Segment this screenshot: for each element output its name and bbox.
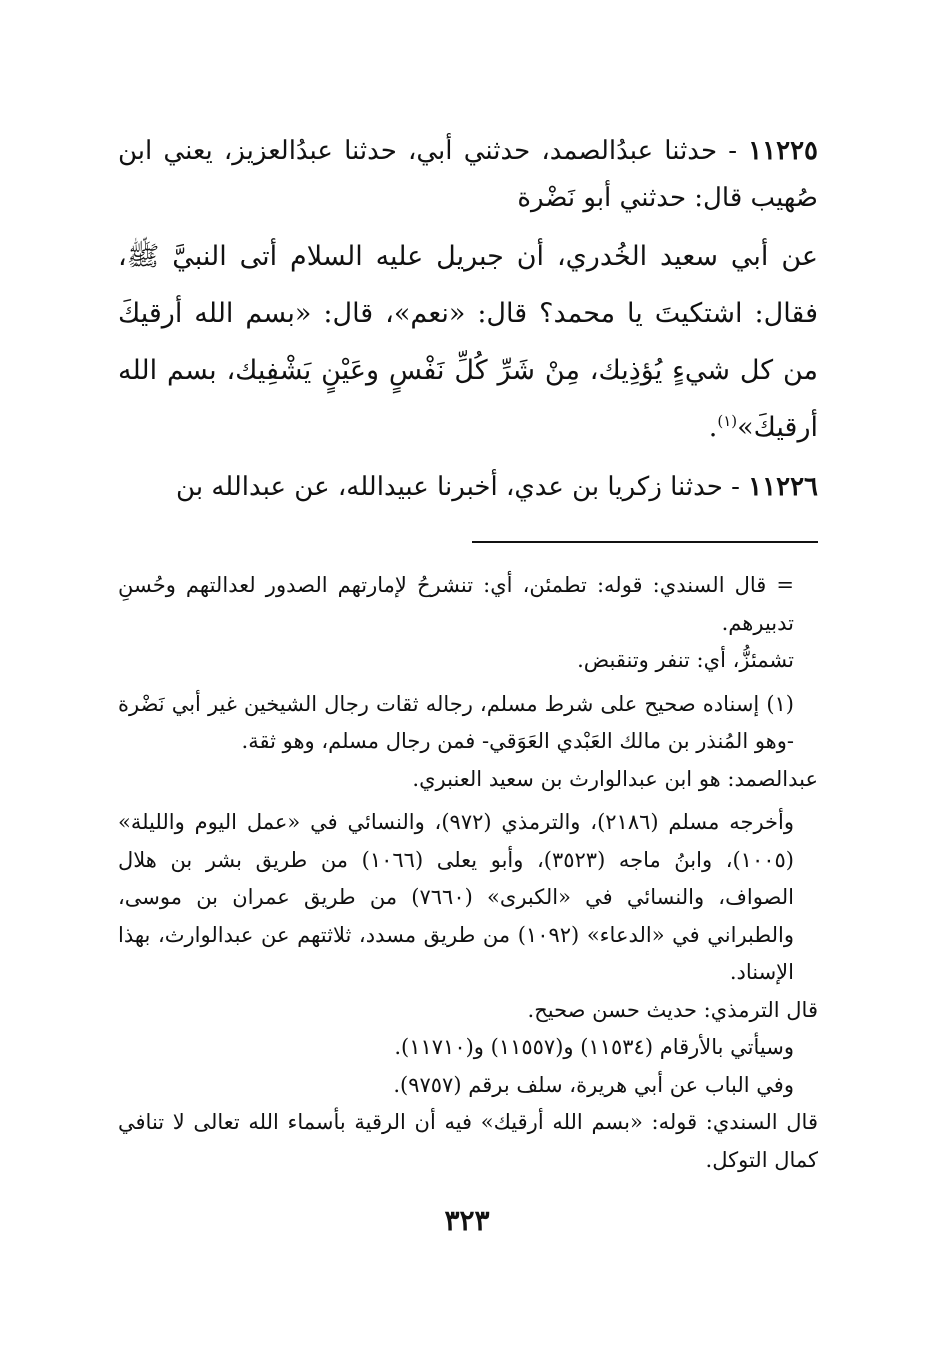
hadith-11225-isnad <box>118 128 818 222</box>
isnad-text: - حدثنا عبدُالصمد، حدثني أبي، حدثنا عبدُالعزيز، يعني ابن صُهيب قال: حدثني أبو نَضْرة <box>118 136 818 213</box>
matn-text: عن أبي سعيد الخُدري، أن جبريل عليه السلام أتى النبيَّ ﷺ، فقال: اشتكيتَ يا محمد؟ قال: «نعم»، قال: «بسم الله أرقيكَ من كل شيءٍ يُؤذِيك، مِنْ شَرِّ كُلِّ نَفْسٍ وعَيْنٍ يَشْفِيك، بسم الله أرقيكَ» <box>118 241 818 443</box>
hadith-11226-isnad <box>118 464 818 511</box>
main-text <box>118 128 818 517</box>
footnotes <box>118 567 818 1179</box>
footnote-continuation: = قال السندي: قوله: تطمئن، أي: تنشرحُ لإمارتهم الصدور لعدالتهم وحُسنِ تدبيرهم. <box>118 573 794 635</box>
hadith-11225-matn <box>118 228 818 456</box>
footnote-1-takhrij: وأخرجه مسلم (٢١٨٦)، والترمذي (٩٧٢)، والنسائي في «عمل اليوم والليلة» (١٠٠٥)، وابنُ ماجه (٣٥٢٣)، وأبو يعلى (١٠٦٦) من طريق بشر بن هلال الصواف، والنسائي في «الكبرى» (٧٦٦٠) من طريق عمران بن موسى، والطبراني في «الدعاء» (١٠٩٢) من طريق مسدد، ثلاثتهم عن عبدالوارث، بهذا الإسناد. <box>118 810 794 984</box>
footnote-1-sindi: قال السندي: قوله: «بسم الله أرقيك» فيه أن الرقية بأسماء الله تعالى لا تنافي كمال التوكل. <box>118 1110 818 1172</box>
hadith-number: ١١٢٢٥ <box>748 136 818 166</box>
footnote-ref: (١) <box>717 412 738 430</box>
footnote-1-sayati: وسيأتي بالأرقام (١١٥٣٤) و(١١٥٥٧) و(١١٧١٠). <box>394 1035 794 1059</box>
isnad-text: - حدثنا زكريا بن عدي، أخبرنا عبيدالله، عن عبدالله بن <box>176 472 740 502</box>
page-number: ٣٢٣ <box>444 1204 490 1237</box>
footnote-tashmaizz: تشمئزُّ، أي: تنفر وتنقبض. <box>577 648 794 672</box>
hadith-number: ١١٢٢٦ <box>748 472 818 502</box>
matn-end: . <box>708 412 718 443</box>
footnote-1-abdulsamad: عبدالصمد: هو ابن عبدالوارث بن سعيد العنبري. <box>412 766 818 791</box>
footnote-1-bab: وفي الباب عن أبي هريرة، سلف برقم (٩٧٥٧). <box>393 1072 794 1097</box>
footnote-divider <box>472 541 818 543</box>
footnote-1-tirmidhi: قال الترمذي: حديث حسن صحيح. <box>527 997 818 1022</box>
footnote-1-isnad: (١) إسناده صحيح على شرط مسلم، رجاله ثقات رجال الشيخين غير أبي نَضْرة -وهو المُنذر بن مالك العَبْدي العَوَقي- فمن رجال مسلم، وهو ثقة. <box>118 691 794 753</box>
